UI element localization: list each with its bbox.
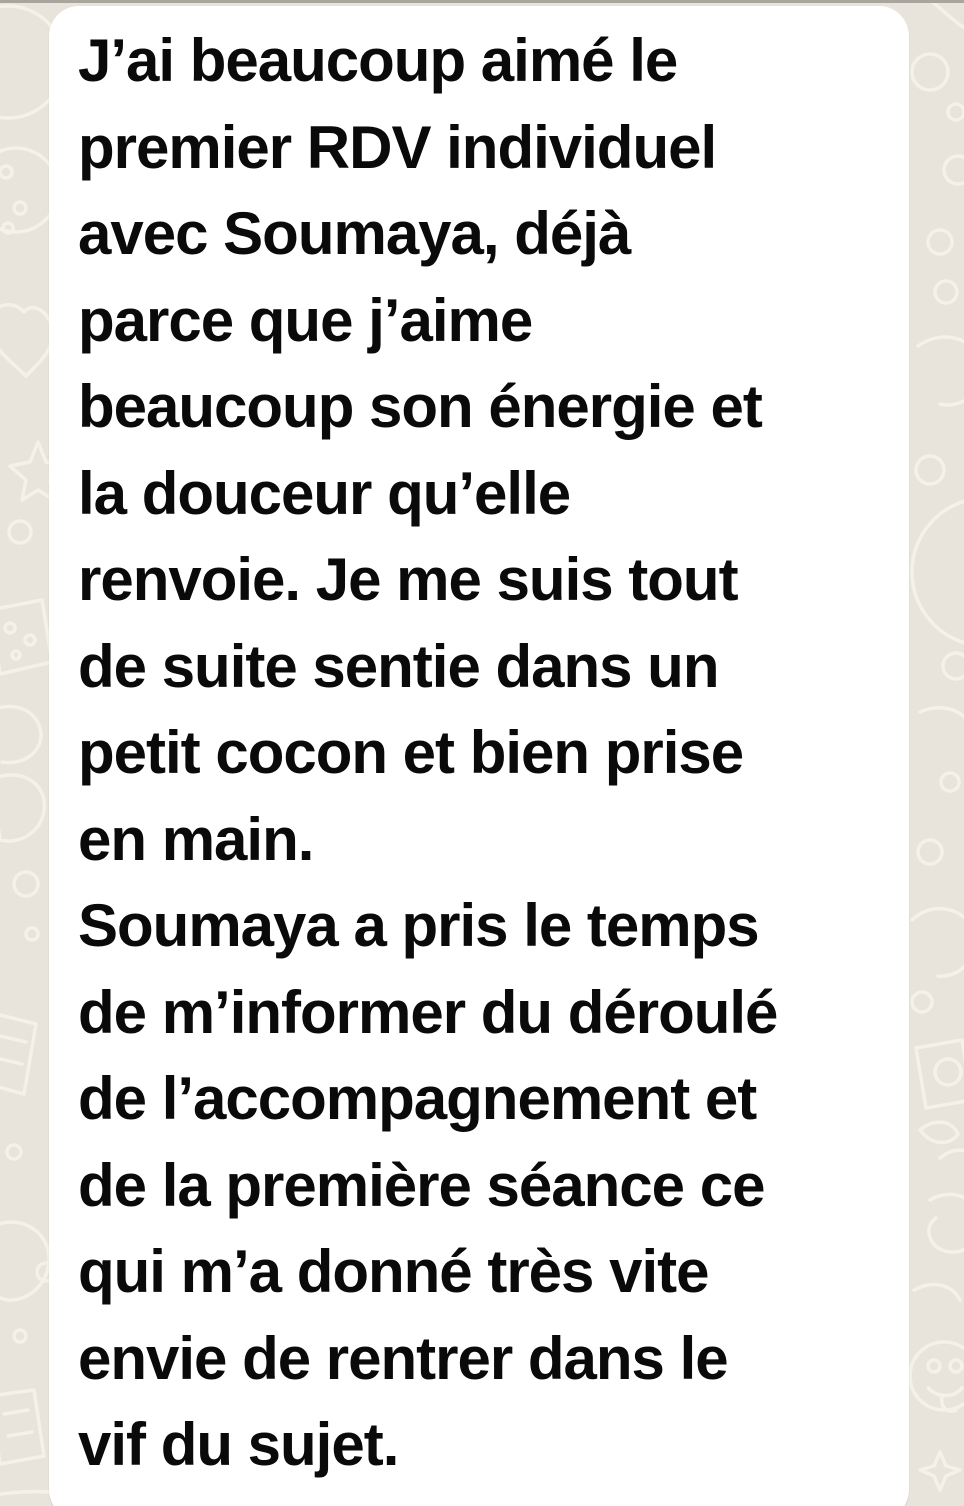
message-line: vif du sujet. bbox=[78, 1411, 399, 1478]
top-divider bbox=[0, 0, 964, 3]
message-line: de m’informer du déroulé bbox=[78, 978, 778, 1046]
message-text bbox=[49, 6, 909, 1506]
message-line: en main. bbox=[78, 805, 314, 873]
message-line: envie de rentrer dans le bbox=[78, 1324, 728, 1392]
message-line: J’ai beaucoup aimé le bbox=[78, 27, 678, 94]
message-line: parce que j’aime bbox=[78, 286, 533, 354]
message-line: de suite sentie dans un bbox=[78, 632, 719, 700]
incoming-message-bubble[interactable] bbox=[49, 6, 909, 1506]
message-line: de l’accompagnement et bbox=[78, 1065, 757, 1132]
message-line: Soumaya a pris le temps bbox=[78, 892, 759, 959]
message-line: beaucoup son énergie et bbox=[78, 373, 762, 440]
message-line: la douceur qu’elle bbox=[78, 459, 571, 527]
message-line: petit cocon et bien prise bbox=[78, 719, 744, 786]
message-line: premier RDV individuel bbox=[78, 113, 717, 181]
message-line: de la première séance ce bbox=[78, 1151, 765, 1219]
message-line: avec Soumaya, déjà bbox=[78, 200, 631, 267]
doodle-right-strip bbox=[910, 0, 964, 1490]
message-line: renvoie. Je me suis tout bbox=[78, 546, 738, 613]
message-line: qui m’a donné très vite bbox=[78, 1238, 709, 1305]
